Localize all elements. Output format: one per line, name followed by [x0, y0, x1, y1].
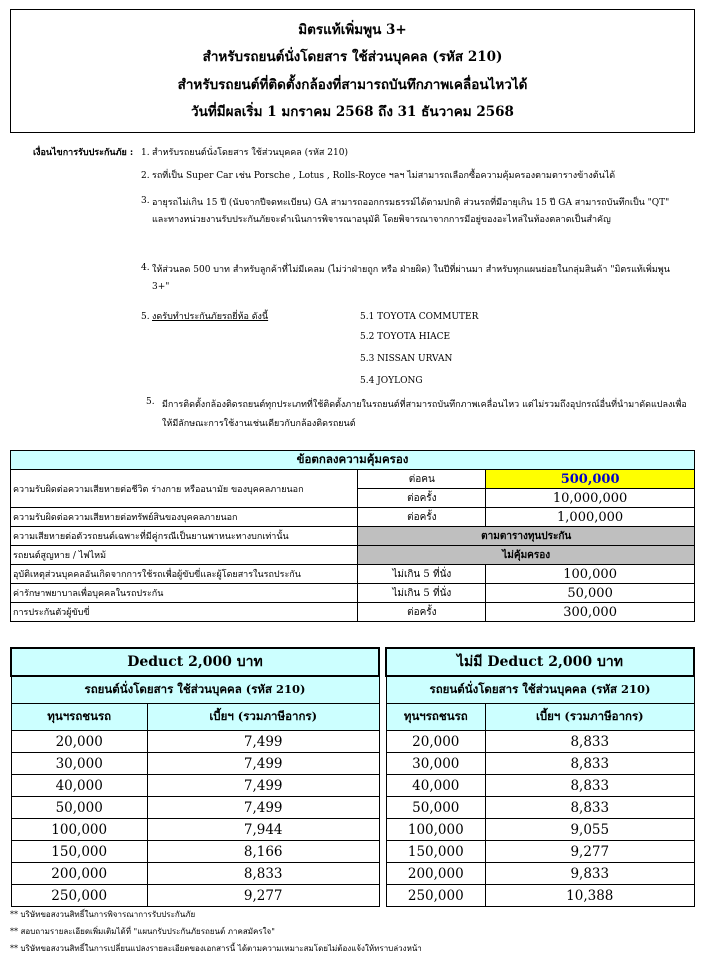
premium-row [11, 841, 379, 863]
vehicle-type-title: สำหรับรถยนต์นั่งโดยสาร ใช้ส่วนบุคคล (รหัส 210) [202, 49, 503, 66]
premium-value: 7,499 [147, 731, 379, 753]
condition-text: ให้ส่วนลด 500 บาท สำหรับลูกค้าที่ไม่มีเคลม (ไม่ว่าฝ่ายถูก หรือ ฝ่ายผิด) ในปีที่ผ่านมา สำหรับทุกแผนย่อยในกลุ่มสินค้า "มิตรแท้เพิ่มพูน 3+" [152, 265, 670, 292]
medical-label: ค่ารักษาพยาบาลเพื่อบุคคลในรถประกัน [11, 584, 358, 603]
premium-table-no-deduct [385, 647, 695, 907]
tp-life-label: ความรับผิดต่อความเสียหายต่อชีวิต ร่างกาย หรืออนามัย ของบุคคลภายนอก [11, 470, 358, 508]
sum-insured-value: 20,000 [11, 731, 147, 753]
sum-insured-value: 40,000 [386, 775, 486, 797]
premium-header: เบี้ยฯ (รวมภาษีอากร) [147, 704, 379, 731]
premium-value: 9,277 [147, 885, 379, 907]
bail-value: 300,000 [486, 603, 695, 622]
premium-subtitle: รถยนต์นั่งโดยสาร ใช้ส่วนบุคคล (รหัส 210) [11, 676, 379, 704]
condition-num: 1. [141, 148, 150, 158]
premium-row [11, 863, 379, 885]
premium-row [11, 797, 379, 819]
premium-row [386, 885, 694, 907]
per-time-value: 10,000,000 [486, 489, 695, 508]
premium-row [386, 775, 694, 797]
excluded-brand: 5.1 TOYOTA COMMUTER [360, 312, 479, 322]
condition-num: 5. [146, 397, 155, 407]
premium-value: 9,277 [486, 841, 694, 863]
premium-value: 10,388 [486, 885, 694, 907]
theft-fire-value: ไม่คุ้มครอง [358, 546, 695, 565]
sum-insured-value: 20,000 [386, 731, 486, 753]
conditions-label: เงื่อนไขการรับประกันภัย : [33, 148, 134, 158]
medical-value: 50,000 [486, 584, 695, 603]
theft-fire-label: รถยนต์สูญหาย / ไฟไหม้ [11, 546, 358, 565]
note-line: ** บริษัทขอสงวนสิทธิ์ในการเปลี่ยนแปลงรายละเอียดของเอกสารนี้ ได้ตามความเหมาะสมโดยไม่ต้องแจ้งให้ทราบล่วงหน้า [10, 944, 422, 953]
sum-insured-value: 150,000 [11, 841, 147, 863]
premium-row [386, 819, 694, 841]
note-line: ** บริษัทขอสงวนสิทธิ์ในการพิจารณาการรับประกันภัย [10, 910, 196, 919]
premium-value: 8,833 [486, 753, 694, 775]
condition-text: มีการติดตั้งกล้องติดรถยนต์ทุกประเภทที่ใช้ติดตั้งภายในรถยนต์ที่สามารถบันทึกภาพเคลื่อนไหว แต่ไม่รวมถึงอุปกรณ์อื่นที่นำมาดัดแปลงเพื่อให้มีลักษณะการใช้งานเช่นเดียวกับกล้องติดรถยนต์ [162, 400, 687, 429]
coverage-title: ข้อตกลงความคุ้มครอง [11, 451, 695, 470]
premium-value: 7,499 [147, 775, 379, 797]
bail-cond: ต่อครั้ง [358, 603, 486, 622]
premium-value: 7,499 [147, 797, 379, 819]
sum-insured-value: 250,000 [11, 885, 147, 907]
premium-value: 8,833 [486, 731, 694, 753]
effective-date-title: วันที่มีผลเริ่ม 1 มกราคม 2568 ถึง 31 ธันวาคม 2568 [191, 104, 514, 121]
premium-subtitle: รถยนต์นั่งโดยสาร ใช้ส่วนบุคคล (รหัส 210) [386, 676, 694, 704]
pa-cond: ไม่เกิน 5 ที่นั่ง [358, 565, 486, 584]
pa-value: 100,000 [486, 565, 695, 584]
tp-property-label: ความรับผิดต่อความเสียหายต่อทรัพย์สินของบุคคลภายนอก [11, 508, 358, 527]
own-damage-value: ตามตารางทุนประกัน [358, 527, 695, 546]
excluded-brand: 5.4 JOYLONG [360, 376, 423, 386]
premium-value: 9,833 [486, 863, 694, 885]
premium-row [386, 797, 694, 819]
notes [10, 906, 422, 957]
note-line: ** สอบถามรายละเอียดเพิ่มเติมได้ที่ "แผนกรับประกันภัยรถยนต์ ภาคสมัครใจ" [10, 927, 275, 936]
sum-insured-value: 100,000 [386, 819, 486, 841]
premium-row [11, 885, 379, 907]
header-box [10, 9, 695, 133]
sum-insured-value: 250,000 [386, 885, 486, 907]
condition-text: งดรับทำประกันภัยรถยี่ห้อ ดังนี้ [152, 312, 269, 322]
sum-insured-value: 200,000 [11, 863, 147, 885]
plan-title: มิตรแท้เพิ่มพูน 3+ [298, 21, 407, 38]
per-time-label: ต่อครั้ง [358, 489, 486, 508]
premium-value: 9,055 [486, 819, 694, 841]
own-damage-label: ความเสียหายต่อตัวรถยนต์เฉพาะที่มีคู่กรณีเป็นยานพาหนะทางบกเท่านั้น [11, 527, 358, 546]
sum-insured-value: 50,000 [11, 797, 147, 819]
sum-insured-value: 50,000 [386, 797, 486, 819]
premium-row [386, 863, 694, 885]
premium-row [11, 819, 379, 841]
premium-row [11, 775, 379, 797]
condition-text: รถที่เป็น Super Car เช่น Porsche , Lotus , Rolls-Royce ฯลฯ ไม่สามารถเลือกซื้อความคุ้มครองตามตารางข้างต้นได้ [152, 171, 616, 181]
sum-insured-value: 150,000 [386, 841, 486, 863]
premium-value: 7,499 [147, 753, 379, 775]
premium-table-deduct [10, 647, 380, 907]
premium-row [386, 753, 694, 775]
sum-insured-value: 30,000 [386, 753, 486, 775]
condition-text: อายุรถไม่เกิน 15 ปี (นับจากปีจดทะเบียน) GA สามารถออกกรมธรรม์ได้ตามปกติ ส่วนรถที่มีอายุเกิน 15 ปี GA สามารถบันทึกเป็น "QT" และทางหน่วยงานรับประกันภัยจะดำเนินการพิจารณาอนุมัติ โดยพิจารณาจากการมีอยู่ของอะไหล่ในท้องตลาดเป็นสำคัญ [152, 198, 670, 225]
pa-label: อุบัติเหตุส่วนบุคคลอันเกิดจากการใช้รถเพื่อผู้ขับขี่และผู้โดยสารในรถประกัน [11, 565, 358, 584]
condition-num: 3. [141, 196, 150, 206]
premium-title: ไม่มี Deduct 2,000 บาท [386, 648, 694, 676]
camera-title: สำหรับรถยนต์ที่ติดตั้งกล้องที่สามารถบันทึกภาพเคลื่อนไหวได้ [177, 76, 528, 93]
premium-row [11, 753, 379, 775]
premium-value: 7,944 [147, 819, 379, 841]
sum-insured-value: 200,000 [386, 863, 486, 885]
condition-num: 5. [141, 312, 150, 322]
premium-value: 8,833 [486, 797, 694, 819]
condition-num: 2. [141, 171, 150, 181]
premium-value: 8,833 [147, 863, 379, 885]
per-person-value: 500,000 [486, 470, 695, 489]
premium-value: 8,166 [147, 841, 379, 863]
premium-value: 8,833 [486, 775, 694, 797]
sum-insured-value: 100,000 [11, 819, 147, 841]
bail-label: การประกันตัวผู้ขับขี่ [11, 603, 358, 622]
excluded-brand: 5.2 TOYOTA HIACE [360, 332, 451, 342]
sum-insured-header: ทุนฯรถชนรถ [386, 704, 486, 731]
premium-header: เบี้ยฯ (รวมภาษีอากร) [486, 704, 694, 731]
condition-num: 4. [141, 263, 150, 273]
premium-row [386, 731, 694, 753]
premium-row [11, 731, 379, 753]
condition-text: สำหรับรถยนต์นั่งโดยสาร ใช้ส่วนบุคคล (รหัส 210) [152, 148, 348, 158]
sum-insured-value: 30,000 [11, 753, 147, 775]
medical-cond: ไม่เกิน 5 ที่นั่ง [358, 584, 486, 603]
tp-property-cond: ต่อครั้ง [358, 508, 486, 527]
coverage-table [10, 450, 695, 622]
premium-row [386, 841, 694, 863]
sum-insured-value: 40,000 [11, 775, 147, 797]
excluded-brand: 5.3 NISSAN URVAN [360, 354, 453, 364]
per-person-label: ต่อคน [358, 470, 486, 489]
premium-title: Deduct 2,000 บาท [11, 648, 379, 676]
sum-insured-header: ทุนฯรถชนรถ [11, 704, 147, 731]
tp-property-value: 1,000,000 [486, 508, 695, 527]
